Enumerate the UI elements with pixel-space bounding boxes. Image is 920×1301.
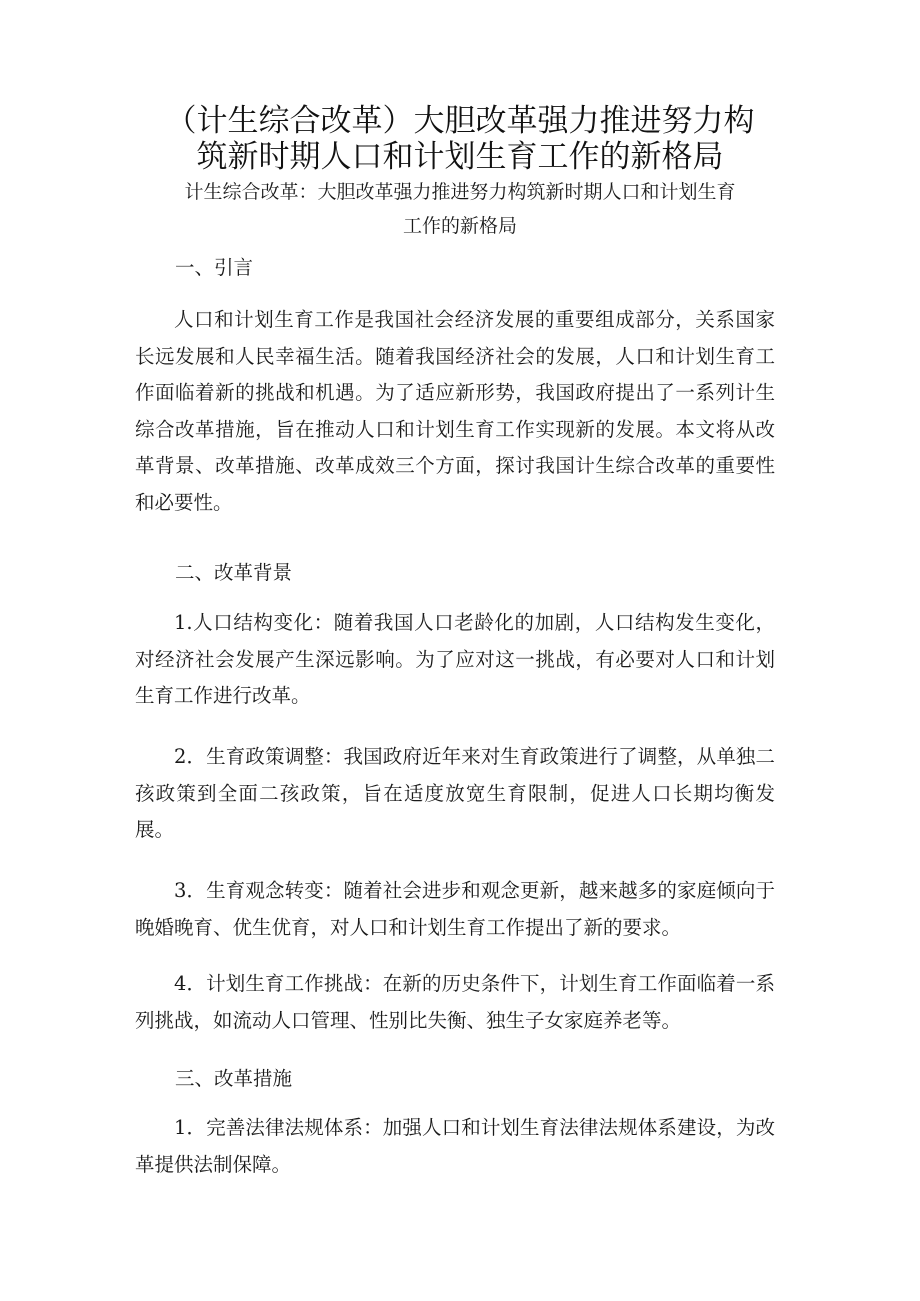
section-heading-intro: 一、引言	[175, 256, 254, 279]
section-heading-background: 二、改革背景	[175, 561, 293, 584]
background-item-4: 4．计划生育工作挑战：在新的历史条件下，计划生育工作面临着一系列挑战，如流动人口管理、性别比失衡、独生子女家庭养老等。	[135, 972, 775, 1032]
intro-paragraph: 人口和计划生育工作是我国社会经济发展的重要组成部分，关系国家长远发展和人民幸福生活。随着我国经济社会的发展，人口和计划生育工作面临着新的挑战和机遇。为了适应新形势，我国政府提出了一系列计生综合改革措施，旨在推动人口和计划生育工作实现新的发展。本文将从改革背景、改革措施、改革成效三个方面，探讨我国计生综合改革的重要性和必要性。	[135, 308, 775, 514]
document-title-line-2: 筑新时期人口和计划生育工作的新格局	[196, 139, 724, 175]
document-title-line-1: （计生综合改革）大胆改革强力推进努力构	[165, 103, 755, 139]
measures-item-1: 1．完善法律法规体系：加强人口和计划生育法律法规体系建设，为改革提供法制保障。	[135, 1116, 775, 1176]
background-item-2: 2．生育政策调整：我国政府近年来对生育政策进行了调整，从单独二孩政策到全面二孩政策，旨在适度放宽生育限制，促进人口长期均衡发展。	[135, 745, 775, 841]
document-subtitle-line-2: 工作的新格局	[402, 215, 517, 237]
section-heading-measures: 三、改革措施	[175, 1067, 293, 1090]
background-item-1: 1.人口结构变化：随着我国人口老龄化的加剧，人口结构发生变化，对经济社会发展产生深远影响。为了应对这一挑战，有必要对人口和计划生育工作进行改革。	[135, 611, 775, 707]
background-item-3: 3．生育观念转变：随着社会进步和观念更新，越来越多的家庭倾向于晚婚晚育、优生优育，对人口和计划生育工作提出了新的要求。	[135, 879, 775, 939]
document-subtitle-line-1: 计生综合改革：大胆改革强力推进努力构筑新时期人口和计划生育	[184, 181, 736, 203]
